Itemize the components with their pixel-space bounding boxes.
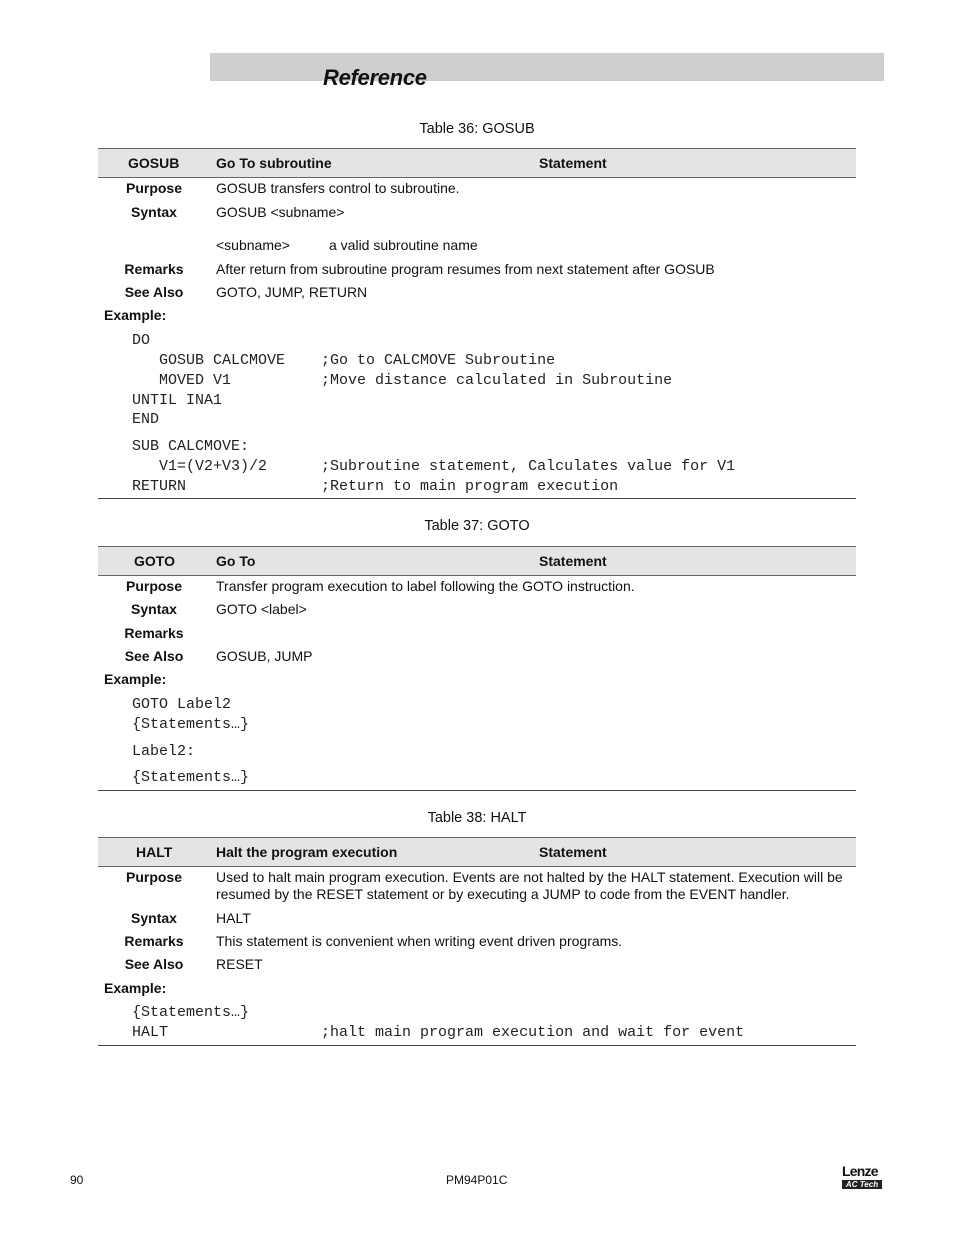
code-line: SUB CALCMOVE: (132, 438, 250, 455)
command-type: Statement (539, 553, 607, 569)
param-name: <subname> (216, 237, 290, 253)
code-line: DO (132, 332, 151, 349)
logo-text: Lenze (842, 1163, 878, 1179)
table-header-halt (98, 837, 856, 867)
code-line: RETURN ;Return to main program execution (132, 478, 619, 495)
example-label: Example: (104, 671, 167, 687)
page-number: 90 (70, 1173, 84, 1187)
purpose-text: resumed by the RESET statement or by executing a JUMP to code from the EVENT handler. (216, 886, 790, 902)
table-header-goto (98, 546, 856, 576)
see-also-label: See Also (124, 648, 184, 664)
code-line: V1=(V2+V3)/2 ;Subroutine statement, Calculates value for V1 (132, 458, 736, 475)
remarks-label: Remarks (124, 625, 184, 641)
table-header-gosub (98, 148, 856, 178)
command-type: Statement (539, 844, 607, 860)
purpose-text: GOSUB transfers control to subroutine. (216, 180, 460, 196)
code-line: GOSUB CALCMOVE ;Go to CALCMOVE Subroutine (132, 352, 556, 369)
table-caption-halt: Table 38: HALT (427, 810, 527, 826)
remarks-label: Remarks (124, 933, 184, 949)
command-description: Go To subroutine (216, 155, 332, 171)
code-line: {Statements…} (132, 716, 250, 733)
see-also-text: RESET (216, 956, 263, 972)
purpose-label: Purpose (125, 578, 182, 594)
syntax-label: Syntax (131, 601, 177, 617)
code-line: END (132, 411, 160, 428)
command-name: GOSUB (128, 155, 180, 171)
remarks-label: Remarks (124, 261, 184, 277)
example-label: Example: (104, 307, 167, 323)
logo-subtext: AC Tech (842, 1180, 882, 1189)
purpose-text: Transfer program execution to label following the GOTO instruction. (216, 578, 635, 594)
table-caption-goto: Table 37: GOTO (424, 518, 530, 534)
syntax-text: GOTO <label> (216, 601, 307, 617)
param-description: a valid subroutine name (329, 237, 478, 253)
syntax-label: Syntax (131, 204, 177, 220)
example-label: Example: (104, 980, 167, 996)
purpose-label: Purpose (125, 180, 182, 196)
see-also-label: See Also (124, 956, 184, 972)
code-line: {Statements…} (132, 769, 250, 786)
table-bottom-rule (98, 1045, 856, 1046)
header-bar (210, 53, 884, 81)
see-also-text: GOTO, JUMP, RETURN (216, 284, 368, 300)
code-line: UNTIL INA1 (132, 392, 223, 409)
code-line: GOTO Label2 (132, 696, 232, 713)
command-description: Go To (216, 553, 256, 569)
command-description: Halt the program execution (216, 844, 398, 860)
page-title: Reference (323, 65, 427, 90)
lenze-logo (842, 1163, 886, 1189)
table-bottom-rule (98, 790, 856, 791)
remarks-text: This statement is convenient when writing event driven programs. (216, 933, 623, 949)
table-caption-gosub: Table 36: GOSUB (419, 121, 535, 137)
purpose-label: Purpose (125, 869, 182, 885)
purpose-text: Used to halt main program execution. Events are not halted by the HALT statement. Execution will be (216, 869, 843, 885)
see-also-label: See Also (124, 284, 184, 300)
command-type: Statement (539, 155, 607, 171)
table-bottom-rule (98, 498, 856, 499)
code-line: HALT ;halt main program execution and wait for event (132, 1024, 745, 1041)
syntax-label: Syntax (131, 910, 177, 926)
command-name: HALT (136, 844, 173, 860)
code-line: MOVED V1 ;Move distance calculated in Subroutine (132, 372, 673, 389)
document-id: PM94P01C (446, 1173, 508, 1187)
see-also-text: GOSUB, JUMP (216, 648, 313, 664)
syntax-text: GOSUB <subname> (216, 204, 345, 220)
remarks-text: After return from subroutine program resumes from next statement after GOSUB (216, 261, 715, 277)
command-name: GOTO (134, 553, 175, 569)
code-line: Label2: (132, 743, 196, 760)
code-line: {Statements…} (132, 1004, 250, 1021)
syntax-text: HALT (216, 910, 251, 926)
